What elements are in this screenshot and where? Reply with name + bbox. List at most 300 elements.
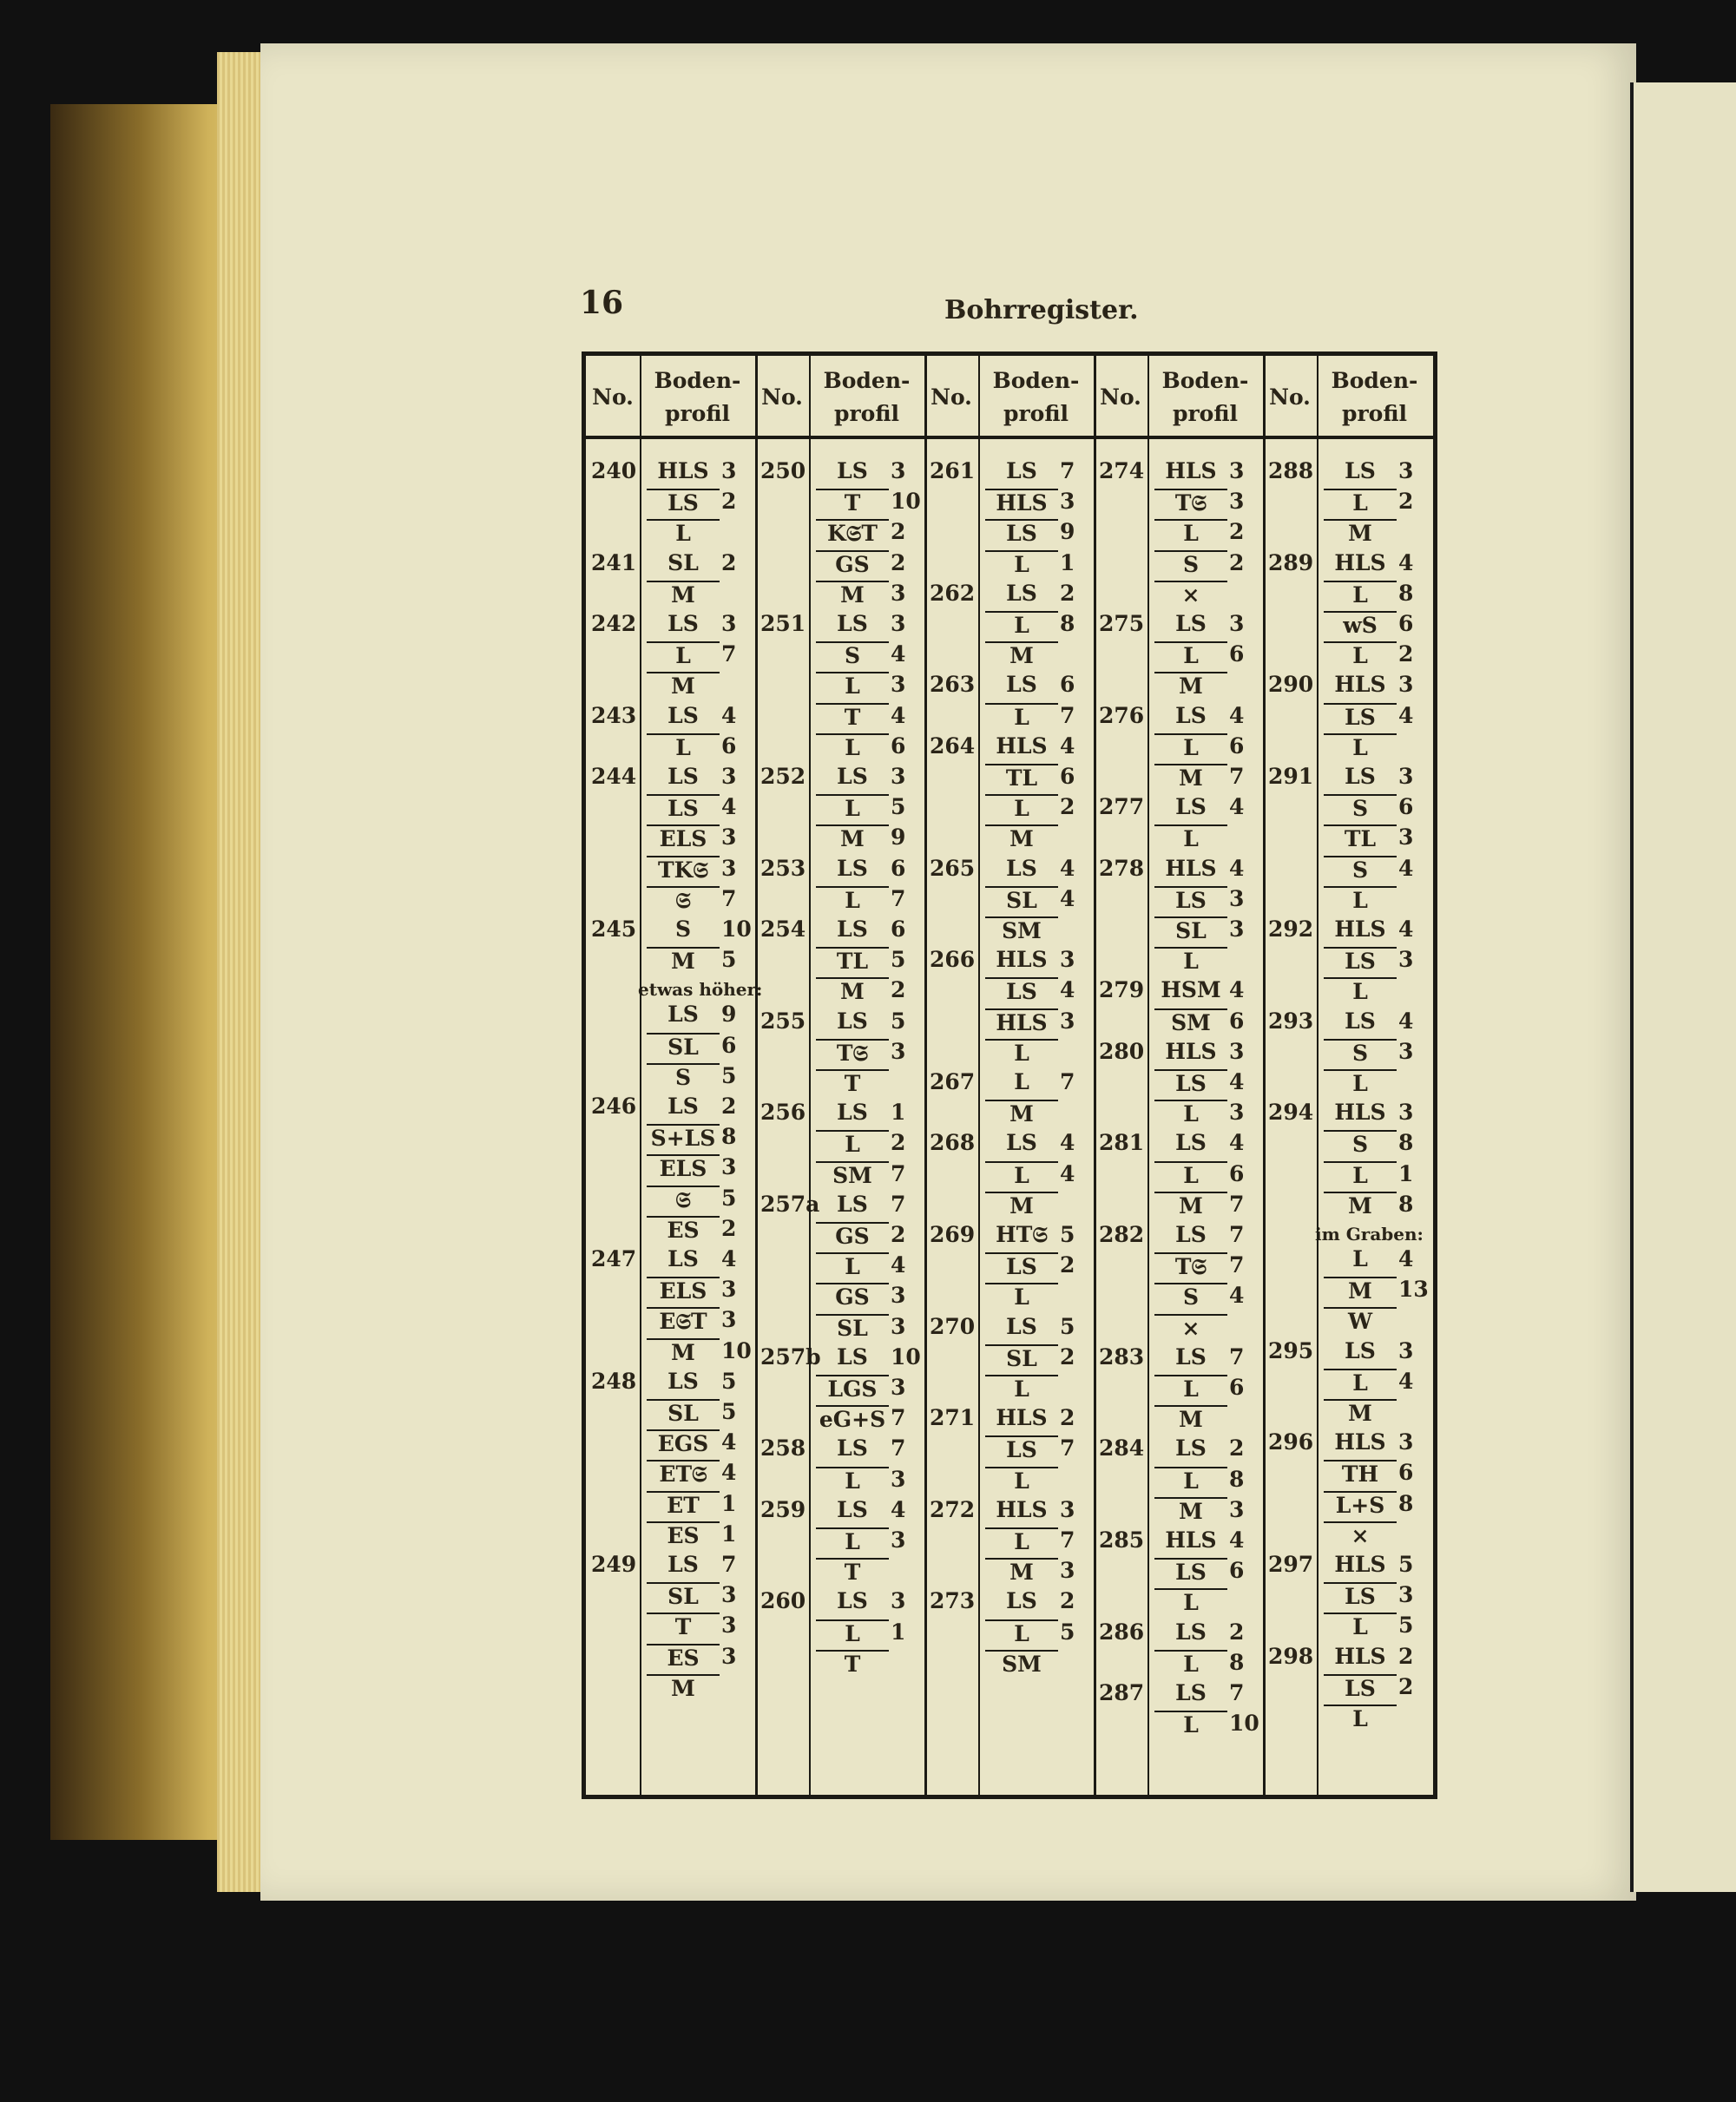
profile-layer (647, 1154, 753, 1184)
layer-symbol: T (816, 1558, 889, 1586)
layer-depth: 3 (891, 1375, 906, 1400)
profile-layer (1154, 1314, 1261, 1343)
profile-layer (1324, 1069, 1430, 1099)
entry-number: 256 (760, 1100, 806, 1126)
layer-symbol: SL (816, 1314, 889, 1342)
layer-symbol: LS (1345, 1337, 1376, 1363)
profile-layer (816, 611, 923, 640)
profile-layer (647, 641, 753, 671)
entry-number: 254 (760, 916, 806, 942)
profile-layer (1154, 1619, 1261, 1649)
layer-symbol: L (816, 672, 889, 700)
layer-depth: 7 (1229, 1191, 1245, 1217)
layer-symbol: S (1324, 1130, 1397, 1158)
layer-symbol: LS (1324, 1674, 1397, 1702)
layer-depth: 3 (1398, 824, 1414, 851)
profile-layer (1324, 824, 1430, 854)
layer-depth: 4 (1229, 855, 1245, 881)
entry-number: 279 (1099, 977, 1145, 1003)
layer-symbol: T𝔖 (1154, 489, 1227, 516)
layer-depth: 2 (721, 549, 737, 575)
profile-layer (985, 947, 1092, 976)
profile-layer (985, 458, 1092, 488)
layer-symbol: ELS (647, 1277, 720, 1304)
profile-layer (647, 1002, 753, 1031)
layer-symbol: T (647, 1613, 720, 1640)
layer-symbol: HLS (985, 1008, 1058, 1036)
layer-symbol: M (985, 1100, 1058, 1127)
layer-symbol: LS (1175, 1343, 1207, 1370)
layer-depth: 6 (891, 916, 906, 942)
layer-depth: 4 (1398, 549, 1414, 575)
layer-depth: 4 (1229, 1130, 1245, 1156)
layer-symbol: HLS (996, 947, 1048, 973)
column-header-bodenprofil: Boden- profil (1331, 367, 1418, 426)
layer-depth: 4 (1398, 1246, 1414, 1271)
profile-layer (985, 1344, 1092, 1374)
layer-symbol: L (816, 1130, 889, 1158)
profile-layer (985, 1130, 1092, 1159)
profile-layer (647, 1613, 753, 1642)
profile-layer (1324, 519, 1430, 548)
profile-layer (816, 581, 923, 610)
profile-layer (1324, 1161, 1430, 1191)
profile-layer (985, 550, 1092, 580)
layer-depth: 2 (891, 977, 906, 1003)
layer-depth: 4 (721, 1460, 737, 1486)
layer-depth: 3 (1398, 672, 1414, 698)
column-header-bodenprofil: Boden- profil (654, 367, 741, 426)
profile-layer (647, 916, 753, 946)
layer-symbol: L (816, 733, 889, 761)
layer-symbol: LS (1345, 458, 1376, 483)
profile-layer (1324, 489, 1430, 518)
profile-layer (647, 1338, 753, 1368)
entry-number: 262 (930, 580, 976, 606)
profile-layer (1324, 1552, 1430, 1581)
layer-symbol: SM (816, 1161, 889, 1189)
profile-layer (816, 1619, 923, 1649)
layer-depth: 3 (1060, 947, 1075, 973)
entry-number: 264 (930, 732, 976, 759)
layer-depth: 3 (1060, 1008, 1075, 1034)
layer-symbol: M (1154, 1497, 1227, 1525)
entry-number: 257b (760, 1343, 821, 1370)
profile-layer (647, 886, 753, 916)
profile-layer (816, 886, 923, 916)
layer-symbol: L (985, 1527, 1058, 1555)
profile-layer (985, 1588, 1092, 1618)
profile-layer (1154, 824, 1261, 854)
entry-number: 298 (1268, 1643, 1314, 1669)
profile-layer (985, 581, 1092, 610)
layer-depth: 3 (721, 611, 737, 636)
layer-depth: 8 (1060, 611, 1075, 636)
profile-layer (1324, 1277, 1430, 1306)
profile-layer (647, 703, 753, 732)
profile-layer (985, 1405, 1092, 1435)
layer-symbol: TK𝔖 (647, 856, 720, 883)
layer-symbol: T (816, 703, 889, 731)
profile-layer (1324, 1399, 1430, 1429)
layer-symbol: LS (1175, 702, 1207, 728)
layer-depth: 7 (1229, 1252, 1245, 1278)
layer-depth: 4 (721, 702, 737, 728)
layer-symbol: eG+S (816, 1405, 889, 1433)
profile-layer (816, 947, 923, 976)
profile-layer (647, 519, 753, 548)
layer-symbol: LS (1006, 672, 1037, 698)
layer-symbol: LS (837, 1008, 868, 1034)
layer-depth: 4 (721, 794, 737, 820)
layer-symbol: LS (1175, 611, 1207, 636)
profile-layer (1324, 1460, 1430, 1489)
profile-layer (985, 489, 1092, 518)
layer-depth: 3 (721, 1154, 737, 1180)
entry-number: 288 (1268, 458, 1314, 483)
layer-symbol: L+S (1324, 1491, 1397, 1519)
profile-layer (647, 672, 753, 701)
layer-depth: 5 (721, 1368, 737, 1394)
layer-symbol: LS (837, 458, 868, 483)
layer-depth: 7 (721, 641, 737, 667)
layer-depth: 6 (891, 732, 906, 759)
layer-symbol: M (1154, 1405, 1227, 1433)
table-body (586, 443, 1433, 1795)
layer-symbol: TL (816, 947, 889, 975)
profile-layer (816, 733, 923, 763)
layer-symbol: S (674, 916, 692, 942)
layer-symbol: L (1154, 1375, 1227, 1402)
profile-layer (1154, 1039, 1261, 1068)
layer-depth: 3 (721, 1613, 737, 1639)
layer-depth: 4 (1229, 1527, 1245, 1553)
profile-layer (647, 1460, 753, 1489)
layer-symbol: L (1324, 977, 1397, 1005)
layer-depth: 3 (721, 1582, 737, 1608)
entry-number: 255 (760, 1008, 806, 1034)
layer-symbol: M (1154, 764, 1227, 792)
profile-layer (816, 1008, 923, 1038)
layer-symbol: L (985, 1039, 1058, 1067)
entry-number: 248 (591, 1368, 637, 1394)
profile-layer (1154, 916, 1261, 946)
profile-layer (1324, 1644, 1430, 1673)
layer-symbol: LS (1006, 855, 1037, 881)
profile-layer (1324, 977, 1430, 1007)
layer-symbol: LS (1175, 1680, 1207, 1705)
entry-number: 263 (930, 672, 976, 698)
layer-depth: 3 (1229, 458, 1245, 483)
profile-layer (1154, 1130, 1261, 1159)
layer-symbol: M (816, 824, 889, 852)
layer-symbol: M (1324, 1192, 1397, 1219)
profile-layer (1324, 641, 1430, 671)
layer-symbol: × (1154, 581, 1227, 608)
layer-symbol: LS (1175, 1130, 1207, 1156)
profile-layer (647, 856, 753, 885)
column-header-bodenprofil: Boden- profil (992, 367, 1080, 426)
layer-symbol: HLS (1165, 1038, 1217, 1064)
entry-number: 289 (1268, 549, 1314, 575)
profile-layer (985, 824, 1092, 854)
profile-layer (647, 1552, 753, 1581)
layer-depth: 3 (721, 855, 737, 881)
profile-layer (647, 1063, 753, 1093)
layer-symbol: L (1324, 886, 1397, 914)
layer-depth: 3 (891, 1313, 906, 1339)
entry-number: 291 (1268, 764, 1314, 789)
layer-depth: 6 (1229, 1375, 1245, 1400)
layer-symbol: HLS (1334, 1552, 1386, 1577)
layer-symbol: HLS (1165, 1527, 1217, 1553)
entry-number: 271 (930, 1405, 976, 1431)
layer-depth: 3 (1229, 1038, 1245, 1064)
layer-symbol: LS (1345, 1008, 1376, 1034)
layer-symbol: L (1324, 1069, 1397, 1097)
layer-depth: 3 (1398, 1100, 1414, 1126)
layer-depth: 4 (891, 702, 906, 728)
layer-symbol: M (647, 1674, 720, 1702)
layer-depth: 7 (891, 1405, 906, 1431)
entry-number: 260 (760, 1588, 806, 1614)
layer-symbol: SM (985, 916, 1058, 944)
layer-depth: 2 (721, 1215, 737, 1241)
layer-symbol: LS (1345, 764, 1376, 789)
layer-symbol: L (1154, 1161, 1227, 1189)
profile-layer (1324, 1521, 1430, 1551)
profile-layer (985, 1375, 1092, 1404)
layer-symbol: W (1324, 1307, 1397, 1335)
entry-number: 282 (1099, 1222, 1145, 1247)
profile-layer (1154, 886, 1261, 916)
profile-layer (985, 794, 1092, 824)
layer-symbol: HLS (996, 1405, 1048, 1431)
profile-layer (1324, 1246, 1430, 1276)
layer-depth: 3 (1060, 489, 1075, 515)
entry-number: 284 (1099, 1435, 1145, 1462)
layer-symbol: LS (1154, 1069, 1227, 1097)
layer-symbol: LS (1006, 1313, 1037, 1339)
layer-depth: 3 (721, 1277, 737, 1303)
profile-layer (985, 1222, 1092, 1251)
layer-symbol: S (1324, 1039, 1397, 1067)
profile-layer (647, 458, 753, 488)
profile-layer (985, 1069, 1092, 1099)
layer-depth: 3 (891, 1466, 906, 1492)
profile-layer (1324, 1429, 1430, 1459)
entry-number: 294 (1268, 1100, 1314, 1126)
layer-symbol: LGS (816, 1375, 889, 1402)
layer-depth: 4 (1060, 732, 1075, 759)
entry-number: 242 (591, 611, 637, 636)
profile-layer (985, 886, 1092, 916)
entry-number: 267 (930, 1069, 976, 1094)
profile-layer (647, 1307, 753, 1337)
page-header (580, 285, 1448, 328)
profile-layer (1154, 611, 1261, 640)
profile-layer (1154, 764, 1261, 793)
layer-symbol: L (647, 641, 720, 669)
layer-depth: 4 (721, 1429, 737, 1455)
layer-depth: 7 (891, 1191, 906, 1217)
layer-symbol: M (647, 672, 720, 700)
layer-symbol: L (985, 1161, 1058, 1189)
layer-symbol: M (647, 581, 720, 608)
layer-symbol: S (1154, 1283, 1227, 1310)
layer-symbol: M (1324, 1399, 1397, 1427)
layer-depth: 3 (721, 824, 737, 851)
layer-symbol: LS (985, 1435, 1058, 1463)
layer-depth: 2 (1229, 1435, 1245, 1462)
layer-depth: 4 (891, 1252, 906, 1278)
profile-layer (985, 977, 1092, 1007)
layer-symbol: LS (837, 1588, 868, 1614)
layer-symbol: ELS (647, 824, 720, 852)
entry-number: 283 (1099, 1343, 1145, 1370)
profile-layer (647, 1399, 753, 1429)
profile-layer (1154, 1527, 1261, 1557)
layer-symbol: ET (647, 1491, 720, 1519)
column-rule (1147, 356, 1149, 1795)
layer-symbol: E𝔖T (647, 1307, 720, 1335)
layer-symbol: LS (985, 519, 1058, 547)
profile-layer (816, 458, 923, 488)
profile-layer (647, 1277, 753, 1306)
layer-symbol: LS (1324, 1582, 1397, 1610)
layer-depth: 4 (1398, 1008, 1414, 1034)
profile-layer (1154, 1100, 1261, 1129)
entry-number: 274 (1099, 458, 1145, 483)
layer-symbol: T𝔖 (816, 1039, 889, 1067)
layer-symbol: SM (985, 1650, 1058, 1678)
entry-number: 293 (1268, 1008, 1314, 1034)
layer-symbol: M (1324, 519, 1397, 547)
layer-depth: 3 (1229, 1496, 1245, 1522)
layer-depth: 2 (1060, 1588, 1075, 1614)
profile-layer (1324, 581, 1430, 610)
entry-number: 244 (591, 764, 637, 789)
column-header-no: No. (1100, 384, 1141, 410)
layer-depth: 7 (1060, 702, 1075, 728)
layer-depth: 4 (1229, 1283, 1245, 1309)
profile-layer (816, 1130, 923, 1159)
profile-layer (647, 489, 753, 518)
layer-symbol: HLS (985, 489, 1058, 516)
layer-depth: 4 (1229, 702, 1245, 728)
profile-layer (816, 1039, 923, 1068)
layer-depth: 3 (721, 458, 737, 483)
profile-layer (985, 916, 1092, 946)
profile-layer (647, 1186, 753, 1215)
profile-layer (1154, 794, 1261, 824)
profile-layer (816, 672, 923, 701)
profile-layer (1324, 672, 1430, 701)
layer-symbol: L (985, 1375, 1058, 1402)
profile-layer (1154, 1069, 1261, 1099)
profile-layer (1324, 611, 1430, 640)
profile-layer (985, 1467, 1092, 1496)
layer-symbol: LS (837, 916, 868, 942)
profile-layer (985, 703, 1092, 732)
entry-number: 286 (1099, 1619, 1145, 1645)
layer-symbol: L (1324, 1613, 1397, 1640)
profile-layer (647, 611, 753, 640)
layer-depth: 1 (891, 1619, 906, 1645)
layer-symbol: L (1154, 733, 1227, 761)
layer-symbol: M (1324, 1277, 1397, 1304)
layer-depth: 6 (1229, 732, 1245, 759)
layer-symbol: LS (1175, 1435, 1207, 1462)
page-number: 16 (580, 285, 624, 321)
layer-depth: 8 (1398, 580, 1414, 606)
layer-symbol: HLS (657, 458, 709, 483)
entry-number: 257a (760, 1191, 820, 1217)
layer-depth: 7 (1060, 1069, 1075, 1094)
layer-symbol: T𝔖 (1154, 1252, 1227, 1280)
layer-depth: 5 (891, 1008, 906, 1034)
layer-symbol: HLS (1334, 672, 1386, 698)
layer-symbol: L (1154, 824, 1227, 852)
profile-layer (816, 1558, 923, 1587)
layer-symbol: TL (985, 764, 1058, 792)
layer-symbol: L (985, 1619, 1058, 1647)
layer-depth: 1 (721, 1490, 737, 1516)
profile-layer (985, 733, 1092, 763)
layer-depth: 2 (891, 549, 906, 575)
profile-layer (1154, 1435, 1261, 1465)
entry-number: 280 (1099, 1038, 1145, 1064)
layer-depth: 3 (1060, 1558, 1075, 1584)
layer-symbol: T (816, 489, 889, 516)
profile-layer (1154, 1650, 1261, 1679)
layer-depth: 6 (721, 732, 737, 759)
entry-number: 265 (930, 855, 976, 881)
layer-symbol: L (1154, 519, 1227, 547)
profile-layer (1154, 550, 1261, 580)
layer-depth: 6 (721, 1032, 737, 1058)
entry-number: 247 (591, 1246, 637, 1271)
layer-symbol: LS (667, 1094, 699, 1119)
layer-symbol: LS (985, 977, 1058, 1005)
profile-layer (816, 1588, 923, 1618)
layer-symbol: LS (1175, 794, 1207, 820)
profile-layer (985, 1314, 1092, 1343)
layer-depth: 10 (721, 1337, 752, 1363)
layer-depth: 3 (891, 580, 906, 606)
layer-depth: 2 (1229, 1619, 1245, 1645)
layer-depth: 8 (1398, 1191, 1414, 1217)
entry-number: 253 (760, 855, 806, 881)
profile-layer (985, 672, 1092, 701)
profile-layer (647, 1246, 753, 1276)
profile-layer (816, 1314, 923, 1343)
profile-layer (816, 550, 923, 580)
profile-note: im Graben: (1315, 1224, 1424, 1245)
layer-symbol: M (985, 641, 1058, 669)
entry-number: 296 (1268, 1429, 1314, 1455)
layer-depth: 2 (891, 1222, 906, 1247)
layer-symbol: L (1154, 1467, 1227, 1494)
profile-layer (816, 703, 923, 732)
layer-depth: 8 (1229, 1649, 1245, 1675)
entry-number: 295 (1268, 1337, 1314, 1363)
layer-symbol: LS (837, 764, 868, 789)
profile-layer (647, 581, 753, 610)
profile-layer (1154, 1283, 1261, 1312)
profile-layer (816, 1222, 923, 1251)
layer-depth: 10 (891, 489, 921, 515)
